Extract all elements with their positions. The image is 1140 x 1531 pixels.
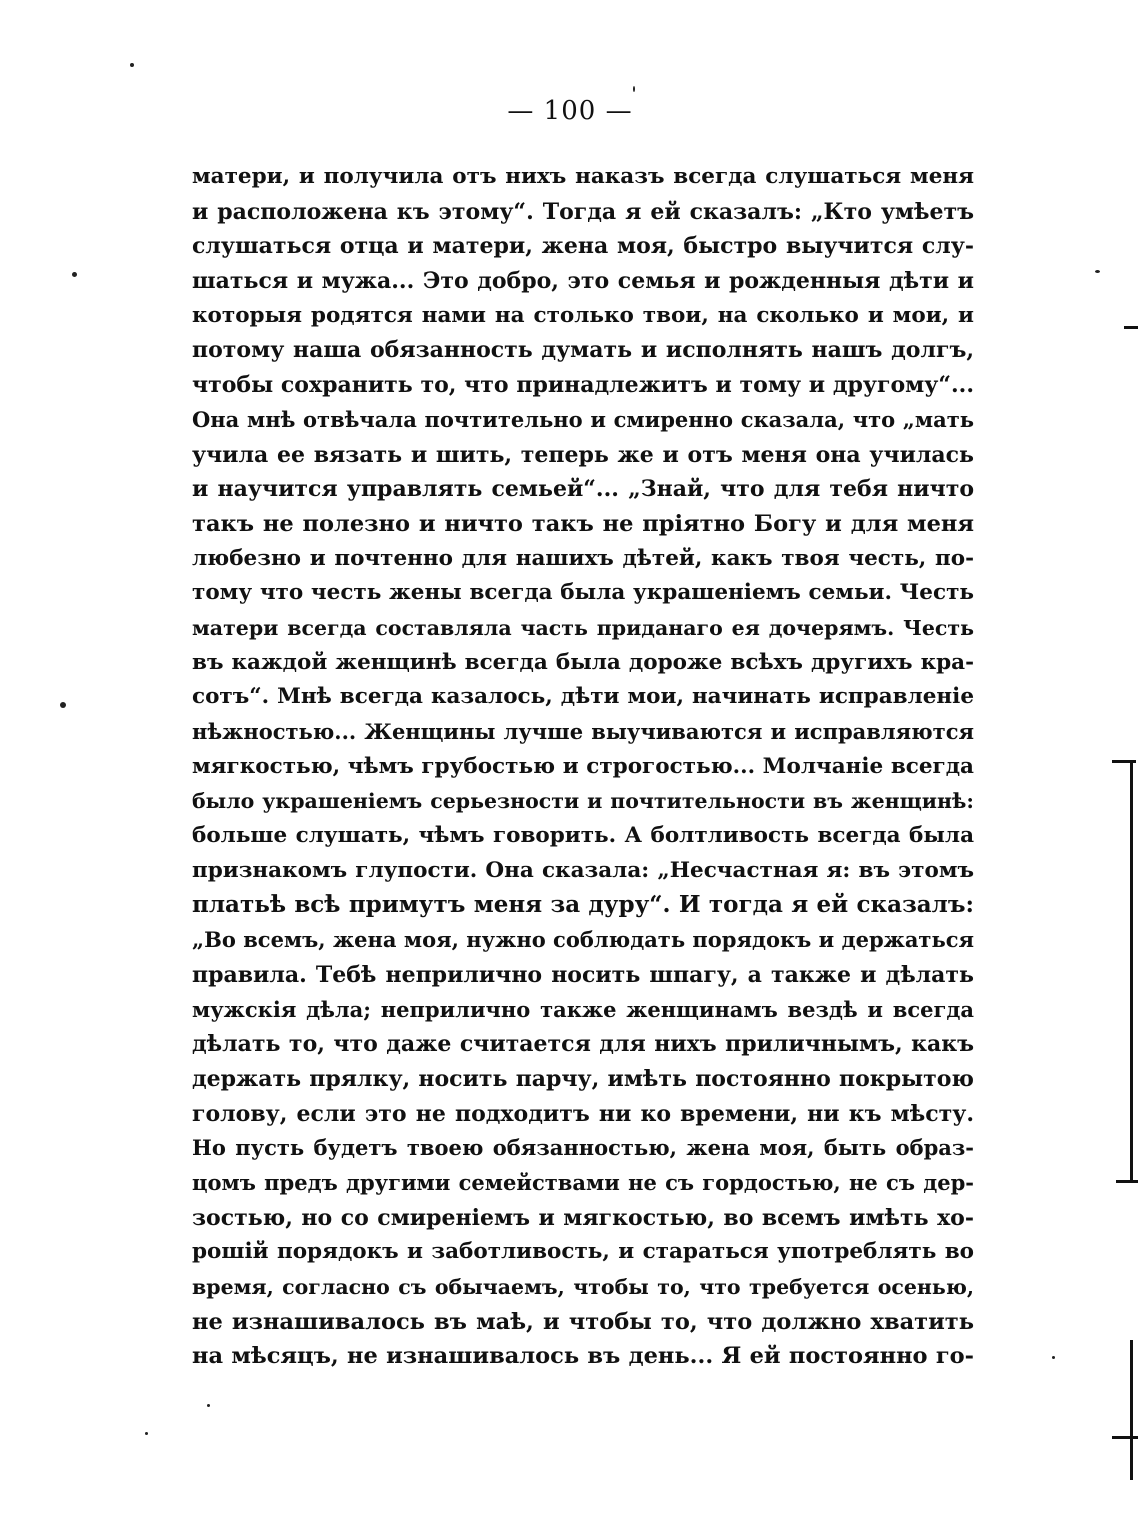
text-line: любезно и почтенно для нашихъ дѣтей, какъ твоя честь, по-	[192, 545, 974, 571]
text-line: сотъ“. Мнѣ всегда казалось, дѣти мои, начинать исправленіе	[192, 684, 974, 710]
text-line: зостью, но со смиреніемъ и мягкостью, во всемъ имѣть хо-	[192, 1204, 974, 1231]
text-line: потому наша обязанность думать и исполнять нашъ долгъ,	[192, 337, 974, 364]
text-line: цомъ предъ другими семействами не съ гордостью, не съ дер-	[192, 1169, 974, 1195]
page-number: — 100 —	[507, 96, 633, 126]
text-line: которыя родятся нами на столько твои, на сколько и мои, и	[192, 302, 974, 328]
text-line: признакомъ глупости. Она сказала: „Несчастная я: въ этомъ	[192, 857, 974, 883]
text-line: не изнашивалось въ маѣ, и чтобы то, что должно хватить	[192, 1308, 974, 1335]
dust-speck	[633, 86, 635, 92]
text-line: Но пусть будетъ твоею обязанностью, жена моя, быть образ-	[192, 1135, 974, 1161]
dust-speck	[1095, 270, 1100, 273]
text-line: чтобы сохранить то, что принадлежитъ и тому и другому“...	[192, 372, 974, 399]
text-line: время, согласно съ обычаемъ, чтобы то, что требуется осенью,	[192, 1275, 974, 1299]
text-line: на мѣсяцъ, не изнашивалось въ день... Я ей постоянно го-	[192, 1343, 974, 1370]
dust-speck	[130, 63, 134, 67]
dust-speck	[72, 272, 77, 277]
text-line: было украшеніемъ серьезности и почтительности въ женщинѣ:	[192, 789, 974, 814]
text-line: голову, если это не подходитъ ни ко времени, ни къ мѣсту.	[192, 1100, 974, 1127]
scan-edge-line	[1130, 1340, 1133, 1480]
scan-edge-mark	[1116, 1180, 1138, 1183]
dust-speck	[1052, 1356, 1055, 1359]
body-text	[192, 160, 974, 1374]
text-line: платьѣ всѣ примутъ меня за дуру“. И тогда я ей сказалъ:	[192, 891, 974, 919]
text-line: матери, и получила отъ нихъ наказъ всегда слушаться меня	[192, 164, 974, 189]
text-line: дѣлать то, что даже считается для нихъ приличнымъ, какъ	[192, 1031, 974, 1058]
text-line: и научится управлять семьей“... „Знай, что для тебя ничто	[192, 476, 974, 503]
scan-edge-mark	[1112, 1436, 1138, 1439]
text-line: слушаться отца и матери, жена моя, быстро выучится слу-	[192, 233, 974, 260]
scan-edge-mark	[1124, 326, 1138, 329]
text-line: „Во всемъ, жена моя, нужно соблюдать порядокъ и держаться	[192, 927, 974, 953]
text-line: Она мнѣ отвѣчала почтительно и смиренно сказала, что „мать	[192, 406, 974, 432]
text-line: нѣжностью... Женщины лучше выучиваются и исправляются	[192, 719, 974, 744]
text-line: матери всегда составляла часть приданаго ея дочерямъ. Честь	[192, 615, 974, 640]
dust-speck	[60, 702, 66, 708]
text-line: правила. Тебѣ неприлично носить шпагу, а также и дѣлать	[192, 961, 974, 988]
text-line: тому что честь жены всегда была украшеніемъ семьи. Честь	[192, 580, 974, 606]
scan-edge-line	[1130, 760, 1133, 1180]
text-line: шаться и мужа... Это добро, это семья и рожденныя дѣти и	[192, 268, 974, 295]
text-line: такъ не полезно и ничто такъ не пріятно Богу и для меня	[192, 510, 974, 537]
text-line: учила ее вязать и шить, теперь же и отъ меня она училась	[192, 441, 974, 468]
text-line: рошій порядокъ и заботливость, и стараться употреблять во	[192, 1239, 974, 1265]
text-line: въ каждой женщинѣ всегда была дороже всѣхъ другихъ кра-	[192, 649, 974, 675]
text-line: и расположена къ этому“. Тогда я ей сказалъ: „Кто умѣетъ	[192, 198, 974, 225]
text-line: больше слушать, чѣмъ говорить. А болтливость всегда была	[192, 823, 974, 849]
text-line: мужскія дѣла; неприлично также женщинамъ вездѣ и всегда	[192, 996, 974, 1022]
text-line: мягкостью, чѣмъ грубостью и строгостью... Молчаніе всегда	[192, 753, 974, 779]
text-line: держать прялку, носить парчу, имѣть постоянно покрытою	[192, 1065, 974, 1092]
dust-speck	[145, 1432, 148, 1435]
dust-speck	[207, 1404, 210, 1407]
